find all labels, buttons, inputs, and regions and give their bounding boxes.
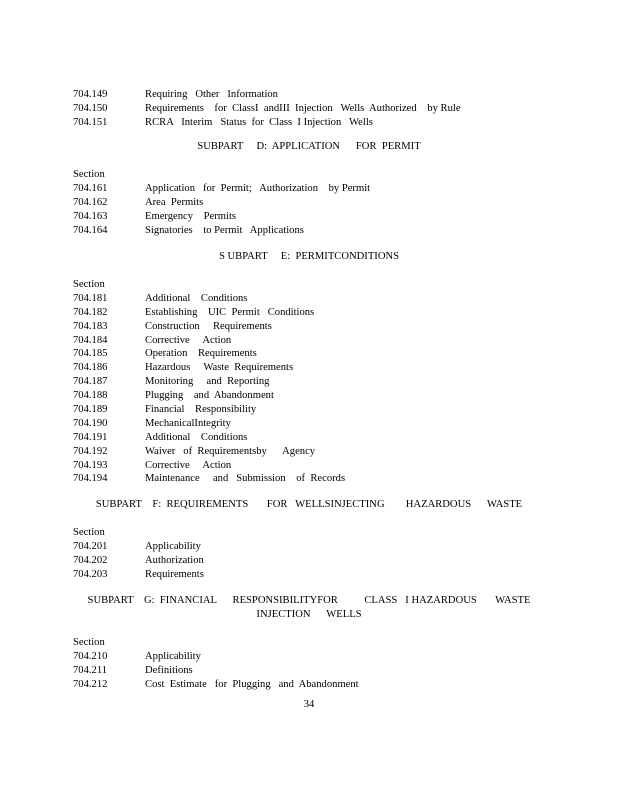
toc-row — [73, 196, 553, 210]
toc-row — [73, 102, 553, 116]
section-title: Emergency Permits — [145, 210, 237, 222]
section-title: Additional Conditions — [145, 292, 248, 304]
toc-row — [73, 664, 553, 678]
toc-row — [73, 459, 553, 473]
toc-block-4 — [73, 526, 553, 582]
section-number: 704.190 — [73, 417, 108, 429]
toc-block-2 — [73, 168, 553, 237]
subpart-g-heading: SUBPART G: FINANCIAL RESPONSIBILITYFOR CLASS I HAZARDOUS WASTE — [87, 595, 531, 606]
section-title: Waiver of Requirementsby Agency — [145, 445, 316, 457]
toc-row — [73, 650, 553, 664]
section-number: 704.188 — [73, 390, 108, 402]
section-label: Section — [73, 527, 105, 538]
section-title: RCRA Interim Status for Class I Injection Wells — [145, 116, 373, 128]
section-number: 704.185 — [73, 348, 108, 360]
section-number: 704.163 — [73, 210, 108, 222]
section-number: 704.184 — [73, 334, 108, 346]
toc-row — [73, 403, 553, 417]
section-title: Area Permits — [145, 196, 204, 208]
toc-row — [73, 224, 553, 238]
toc-block-5 — [73, 636, 553, 692]
toc-row — [73, 431, 553, 445]
subpart-g-heading-line2: INJECTION WELLS — [256, 609, 362, 620]
section-number: 704.162 — [73, 196, 108, 208]
section-title: Additional Conditions — [145, 431, 248, 443]
section-title: Operation Requirements — [145, 348, 257, 360]
section-number: 704.183 — [73, 320, 108, 332]
section-number: 704.194 — [73, 473, 108, 485]
section-title: Authorization — [145, 554, 204, 566]
section-label: Section — [73, 169, 105, 180]
toc-row — [73, 210, 553, 224]
toc-row — [73, 116, 553, 130]
section-label: Section — [73, 279, 105, 290]
section-title: Requirements — [145, 568, 204, 580]
section-number: 704.189 — [73, 404, 108, 416]
section-number: 704.181 — [73, 292, 108, 304]
section-number: 704.182 — [73, 306, 108, 318]
section-number: 704.212 — [73, 678, 108, 690]
section-title: Plugging and Abandonment — [145, 390, 274, 402]
section-title: Applicability — [145, 650, 201, 662]
toc-row — [73, 347, 553, 361]
subpart-e-heading: S UBPART E: PERMITCONDITIONS — [218, 251, 400, 262]
section-title: Requiring Other Information — [145, 89, 278, 100]
section-number: 704.203 — [73, 568, 108, 580]
section-number: 704.161 — [73, 182, 108, 194]
section-number: 704.191 — [73, 431, 108, 443]
subpart-f-heading: SUBPART F: REQUIREMENTS FOR WELLSINJECTING HAZARDOUS WASTE — [95, 499, 523, 510]
section-title: Maintenance and Submission of Records — [145, 473, 346, 485]
toc-block-1 — [73, 88, 553, 130]
section-number: 704.202 — [73, 554, 108, 566]
section-title: Hazardous Waste Requirements — [145, 362, 294, 374]
section-title: Signatories to Permit Applications — [145, 224, 304, 236]
section-number: 704.186 — [73, 362, 108, 374]
section-title: Definitions — [145, 664, 193, 676]
toc-row — [73, 361, 553, 375]
toc-row — [73, 417, 553, 431]
toc-row — [73, 182, 553, 196]
subpart-d-heading: SUBPART D: APPLICATION FOR PERMIT — [197, 141, 421, 152]
toc-row — [73, 306, 553, 320]
section-title: MechanicalIntegrity — [145, 417, 231, 429]
section-title: Financial Responsibility — [145, 404, 257, 416]
section-number: 704.164 — [73, 224, 108, 236]
toc-row — [73, 292, 553, 306]
toc-row — [73, 88, 553, 102]
toc-row — [73, 554, 553, 568]
toc-row — [73, 540, 553, 554]
section-title: Establishing UIC Permit Conditions — [145, 306, 315, 318]
section-title: Requirements for ClassI andIII Injection Wells Authorized by Rule — [145, 102, 461, 114]
section-title: Applicability — [145, 540, 201, 552]
toc-row — [73, 375, 553, 389]
section-title: Corrective Action — [145, 459, 232, 471]
page-number: 34 — [303, 699, 315, 710]
section-title: Application for Permit; Authorization by Permit — [145, 182, 371, 194]
toc-block-3 — [73, 278, 553, 486]
section-title: Monitoring and Reporting — [145, 376, 270, 388]
section-number: 704.201 — [73, 540, 108, 552]
section-number: 704.151 — [73, 116, 108, 128]
section-number: 704.193 — [73, 459, 108, 471]
section-number: 704.150 — [73, 102, 108, 114]
section-title: Corrective Action — [145, 334, 232, 346]
toc-row — [73, 389, 553, 403]
section-number: 704.187 — [73, 376, 108, 388]
toc-row — [73, 334, 553, 348]
toc-row — [73, 320, 553, 334]
section-title: Construction Requirements — [145, 320, 272, 332]
toc-row — [73, 678, 553, 692]
section-label: Section — [73, 637, 105, 648]
toc-row — [73, 568, 553, 582]
section-number: 704.192 — [73, 445, 108, 457]
section-number: 704.211 — [73, 664, 108, 676]
toc-row — [73, 445, 553, 459]
section-number: 704.149 — [73, 89, 108, 100]
toc-row — [73, 472, 553, 486]
section-title: Cost Estimate for Plugging and Abandonment — [145, 678, 359, 690]
section-number: 704.210 — [73, 650, 108, 662]
